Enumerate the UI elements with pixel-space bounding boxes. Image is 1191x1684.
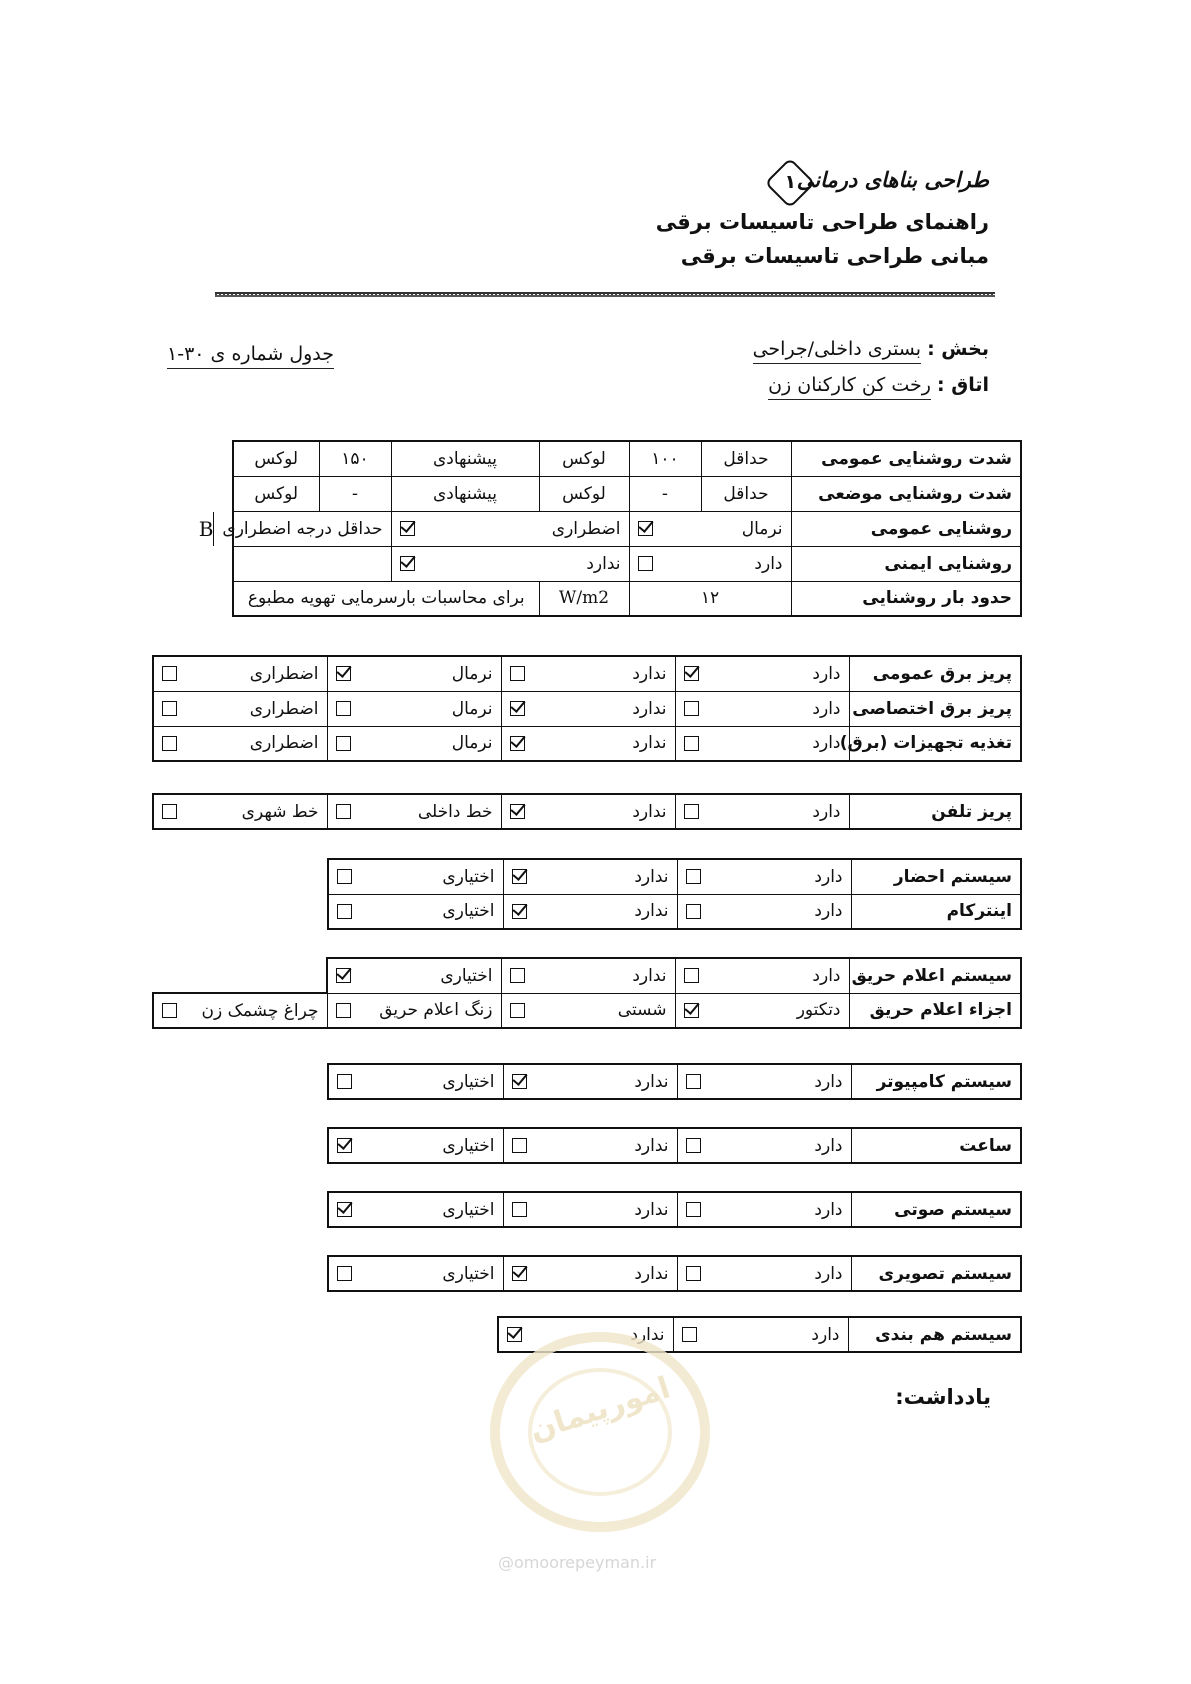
has-cell	[677, 1192, 851, 1227]
hasnot-cell	[501, 656, 675, 691]
has-label: دارد	[811, 1324, 840, 1345]
has-label: دارد	[812, 733, 841, 754]
emergency-cell	[391, 511, 629, 546]
safety-lighting-label: روشنایی ایمنی	[791, 546, 1021, 581]
fire-parts-row	[153, 993, 1021, 1028]
hasnot-checkbox[interactable]	[512, 1138, 527, 1153]
call-system-row	[328, 894, 1021, 929]
system-row	[328, 1256, 1021, 1291]
document-title: طراحی بناهای درمانی	[796, 168, 989, 192]
hasnot-label: ندارد	[634, 901, 669, 922]
has-label: دارد	[814, 1263, 843, 1284]
min-degree-cell	[198, 511, 391, 546]
general-lighting-row	[233, 511, 1021, 546]
has-label: دارد	[814, 901, 843, 922]
fire-table	[152, 957, 1022, 1029]
has-cell	[675, 656, 849, 691]
emergency-cell	[153, 726, 327, 761]
room-value: رخت کن کارکنان زن	[768, 374, 931, 400]
load-limit-row	[233, 581, 1021, 616]
system-label: سیستم کامپیوتر	[851, 1064, 1021, 1099]
normal-label: نرمال	[451, 698, 493, 719]
fire-alarm-label: سیستم اعلام حریق	[849, 958, 1021, 993]
has-cell	[675, 691, 849, 726]
bonding-label: سیستم هم بندی	[848, 1317, 1021, 1352]
has-cell	[675, 958, 849, 993]
room-label: اتاق :	[937, 374, 989, 396]
has-checkbox[interactable]	[686, 1266, 701, 1281]
optional-checkbox[interactable]	[337, 1074, 352, 1089]
normal-label: نرمال	[741, 518, 783, 539]
optional-cell	[328, 859, 503, 894]
power-row-label: تغذیه تجهیزات (برق)	[849, 726, 1021, 761]
optional-cell	[328, 894, 503, 929]
hasnot-checkbox[interactable]	[512, 1202, 527, 1217]
general-lighting-label: روشنایی عمومی	[791, 511, 1021, 546]
has-cell	[677, 1128, 851, 1163]
min-label: حداقل	[701, 476, 791, 511]
recommended-unit: لوکس	[233, 441, 319, 476]
city-cell	[153, 794, 327, 829]
hasnot-label: ندارد	[630, 1324, 665, 1345]
phone-label: پریز تلفن	[849, 794, 1021, 829]
detector-label: دتکتور	[796, 1000, 841, 1021]
table-number: جدول شماره ی ۳۰-۱	[167, 343, 334, 369]
has-label: دارد	[754, 553, 783, 574]
has-checkbox[interactable]	[684, 804, 699, 819]
detector-cell	[675, 993, 849, 1028]
has-label: دارد	[814, 1071, 843, 1092]
hasnot-cell	[391, 546, 629, 581]
has-checkbox[interactable]	[686, 1074, 701, 1089]
hasnot-label: ندارد	[634, 866, 669, 887]
detector-checkbox[interactable]	[684, 1003, 699, 1018]
normal-cell	[327, 691, 501, 726]
normal-cell	[327, 726, 501, 761]
phone-row	[153, 794, 1021, 829]
hasnot-cell	[501, 726, 675, 761]
flasher-label: چراغ چشمک زن	[201, 1000, 319, 1021]
system-row	[328, 1064, 1021, 1099]
internal-label: خط داخلی	[417, 801, 493, 822]
system-table	[327, 1127, 1022, 1164]
lighting-table	[198, 440, 1022, 617]
hasnot-checkbox[interactable]	[512, 904, 527, 919]
optional-cell	[328, 1192, 503, 1227]
hasnot-checkbox[interactable]	[507, 1327, 522, 1342]
hasnot-cell	[501, 794, 675, 829]
header-divider	[215, 292, 995, 297]
has-cell	[675, 726, 849, 761]
normal-checkbox[interactable]	[336, 736, 351, 751]
bell-checkbox[interactable]	[336, 1003, 351, 1018]
has-label: دارد	[812, 801, 841, 822]
system-table	[327, 1255, 1022, 1292]
has-checkbox[interactable]	[686, 904, 701, 919]
min-label: حداقل	[701, 441, 791, 476]
emergency-label: اضطراری	[249, 663, 319, 684]
load-note: برای محاسبات بارسرمایی تهویه مطبوع	[233, 581, 539, 616]
hasnot-label: ندارد	[632, 965, 667, 986]
optional-cell	[328, 1128, 503, 1163]
section-field	[753, 338, 989, 360]
optional-checkbox[interactable]	[337, 869, 352, 884]
hasnot-cell	[503, 894, 677, 929]
system-label: سیستم صوتی	[851, 1192, 1021, 1227]
normal-checkbox[interactable]	[638, 521, 653, 536]
has-cell	[677, 859, 851, 894]
power-row-label: پریز برق اختصاصی	[849, 691, 1021, 726]
load-value: ۱۲	[629, 581, 791, 616]
volume-badge	[765, 158, 816, 209]
optional-cell	[327, 958, 501, 993]
system-table	[327, 1063, 1022, 1100]
recommended-label: پیشنهادی	[391, 441, 539, 476]
has-label: دارد	[812, 965, 841, 986]
optional-checkbox[interactable]	[337, 1202, 352, 1217]
push-checkbox[interactable]	[510, 1003, 525, 1018]
local-intensity-label: شدت روشنایی موضعی	[791, 476, 1021, 511]
has-label: دارد	[814, 1135, 843, 1156]
hasnot-checkbox[interactable]	[512, 869, 527, 884]
has-checkbox[interactable]	[686, 1138, 701, 1153]
has-label: دارد	[814, 1199, 843, 1220]
has-checkbox[interactable]	[686, 869, 701, 884]
general-intensity-label: شدت روشنایی عمومی	[791, 441, 1021, 476]
power-row-label: پریز برق عمومی	[849, 656, 1021, 691]
emergency-label: اضطراری	[249, 733, 319, 754]
has-cell	[675, 794, 849, 829]
has-cell	[677, 1256, 851, 1291]
hasnot-cell	[503, 1064, 677, 1099]
call-system-label: اینترکام	[851, 894, 1021, 929]
has-cell	[677, 894, 851, 929]
emergency-label: اضطراری	[551, 518, 621, 539]
local-intensity-row	[233, 476, 1021, 511]
hasnot-checkbox[interactable]	[400, 556, 415, 571]
system-label: ساعت	[851, 1128, 1021, 1163]
hasnot-label: ندارد	[632, 663, 667, 684]
call-system-label: سیستم احضار	[851, 859, 1021, 894]
normal-label: نرمال	[451, 663, 493, 684]
has-checkbox[interactable]	[638, 556, 653, 571]
normal-cell	[629, 511, 791, 546]
optional-label: اختیاری	[442, 1199, 495, 1220]
call-systems-table	[327, 858, 1022, 930]
normal-cell	[327, 656, 501, 691]
section-value: بستری داخلی/جراحی	[753, 338, 921, 364]
hasnot-cell	[501, 958, 675, 993]
has-cell	[629, 546, 791, 581]
has-label: دارد	[812, 698, 841, 719]
safety-lighting-row	[233, 546, 1021, 581]
optional-label: اختیاری	[440, 965, 493, 986]
optional-label: اختیاری	[442, 1071, 495, 1092]
has-cell	[673, 1317, 848, 1352]
hasnot-label: ندارد	[634, 1263, 669, 1284]
recommended-label: پیشنهادی	[391, 476, 539, 511]
emergency-checkbox[interactable]	[162, 701, 177, 716]
normal-label: نرمال	[451, 733, 493, 754]
internal-checkbox[interactable]	[336, 804, 351, 819]
hasnot-label: ندارد	[632, 733, 667, 754]
min-degree-label: حداقل درجه اضطراری	[222, 518, 383, 539]
bell-cell	[327, 993, 501, 1028]
optional-checkbox[interactable]	[337, 1266, 352, 1281]
bell-label: زنگ اعلام حریق	[379, 1000, 493, 1021]
recommended-unit: لوکس	[233, 476, 319, 511]
has-checkbox[interactable]	[682, 1327, 697, 1342]
call-system-row	[328, 859, 1021, 894]
hasnot-label: ندارد	[634, 1135, 669, 1156]
section-label: بخش :	[927, 338, 989, 360]
has-label: دارد	[812, 663, 841, 684]
emergency-checkbox[interactable]	[162, 666, 177, 681]
optional-checkbox[interactable]	[337, 1138, 352, 1153]
power-row	[153, 656, 1021, 691]
optional-checkbox[interactable]	[337, 904, 352, 919]
optional-label: اختیاری	[442, 866, 495, 887]
notes-label: یادداشت:	[895, 1385, 991, 1409]
emergency-cell	[153, 691, 327, 726]
optional-cell	[328, 1256, 503, 1291]
hasnot-label: ندارد	[634, 1199, 669, 1220]
optional-cell	[328, 1064, 503, 1099]
hasnot-label: ندارد	[634, 1071, 669, 1092]
internal-cell	[327, 794, 501, 829]
hasnot-checkbox[interactable]	[510, 804, 525, 819]
watermark-seal	[490, 1332, 710, 1532]
system-table	[327, 1191, 1022, 1228]
hasnot-cell	[503, 1256, 677, 1291]
hasnot-cell	[503, 1192, 677, 1227]
power-table	[152, 655, 1022, 762]
push-label: شستی	[617, 1000, 667, 1021]
flasher-checkbox[interactable]	[162, 1003, 177, 1018]
hasnot-checkbox[interactable]	[512, 1266, 527, 1281]
hasnot-checkbox[interactable]	[510, 736, 525, 751]
has-checkbox[interactable]	[684, 736, 699, 751]
min-value: -	[629, 476, 701, 511]
normal-checkbox[interactable]	[336, 666, 351, 681]
optional-label: اختیاری	[442, 1263, 495, 1284]
empty-cell	[153, 958, 327, 993]
has-checkbox[interactable]	[684, 666, 699, 681]
watermark-url: @omoorepeyman.ir	[498, 1553, 657, 1572]
min-value: ۱۰۰	[629, 441, 701, 476]
phone-table	[152, 793, 1022, 830]
empty-cell	[233, 546, 391, 581]
document-subtitle: راهنمای طراحی تاسیسات برقی	[655, 210, 989, 234]
city-label: خط شهری	[241, 801, 319, 822]
fire-alarm-row	[153, 958, 1021, 993]
has-checkbox[interactable]	[686, 1202, 701, 1217]
hasnot-checkbox[interactable]	[510, 666, 525, 681]
system-row	[328, 1192, 1021, 1227]
hasnot-cell	[503, 1128, 677, 1163]
degree-value: B	[199, 512, 215, 546]
flasher-cell	[153, 993, 327, 1028]
min-unit: لوکس	[539, 476, 629, 511]
fire-parts-label: اجزاء اعلام حریق	[849, 993, 1021, 1028]
emergency-label: اضطراری	[249, 698, 319, 719]
document-section-title: مبانی طراحی تاسیسات برقی	[680, 244, 989, 268]
has-checkbox[interactable]	[684, 701, 699, 716]
emergency-checkbox[interactable]	[400, 521, 415, 536]
room-field	[768, 374, 989, 396]
power-row	[153, 691, 1021, 726]
power-row	[153, 726, 1021, 761]
city-checkbox[interactable]	[162, 804, 177, 819]
load-limit-label: حدود بار روشنایی	[791, 581, 1021, 616]
load-unit: W/m2	[539, 581, 629, 616]
hasnot-checkbox[interactable]	[510, 968, 525, 983]
hasnot-label: ندارد	[632, 698, 667, 719]
has-checkbox[interactable]	[684, 968, 699, 983]
hasnot-checkbox[interactable]	[510, 701, 525, 716]
emergency-cell	[153, 656, 327, 691]
system-label: سیستم تصویری	[851, 1256, 1021, 1291]
has-label: دارد	[814, 866, 843, 887]
system-row	[328, 1128, 1021, 1163]
hasnot-label: ندارد	[586, 553, 621, 574]
hasnot-label: ندارد	[632, 801, 667, 822]
optional-label: اختیاری	[442, 901, 495, 922]
general-intensity-row	[233, 441, 1021, 476]
min-unit: لوکس	[539, 441, 629, 476]
emergency-checkbox[interactable]	[162, 736, 177, 751]
hasnot-cell	[503, 859, 677, 894]
watermark-text: امورپیمان	[525, 1370, 675, 1449]
optional-checkbox[interactable]	[336, 968, 351, 983]
volume-number: ۱	[784, 171, 797, 194]
hasnot-checkbox[interactable]	[512, 1074, 527, 1089]
normal-checkbox[interactable]	[336, 701, 351, 716]
hasnot-cell	[501, 691, 675, 726]
recommended-value: ۱۵۰	[319, 441, 391, 476]
push-cell	[501, 993, 675, 1028]
optional-label: اختیاری	[442, 1135, 495, 1156]
recommended-value: -	[319, 476, 391, 511]
has-cell	[677, 1064, 851, 1099]
